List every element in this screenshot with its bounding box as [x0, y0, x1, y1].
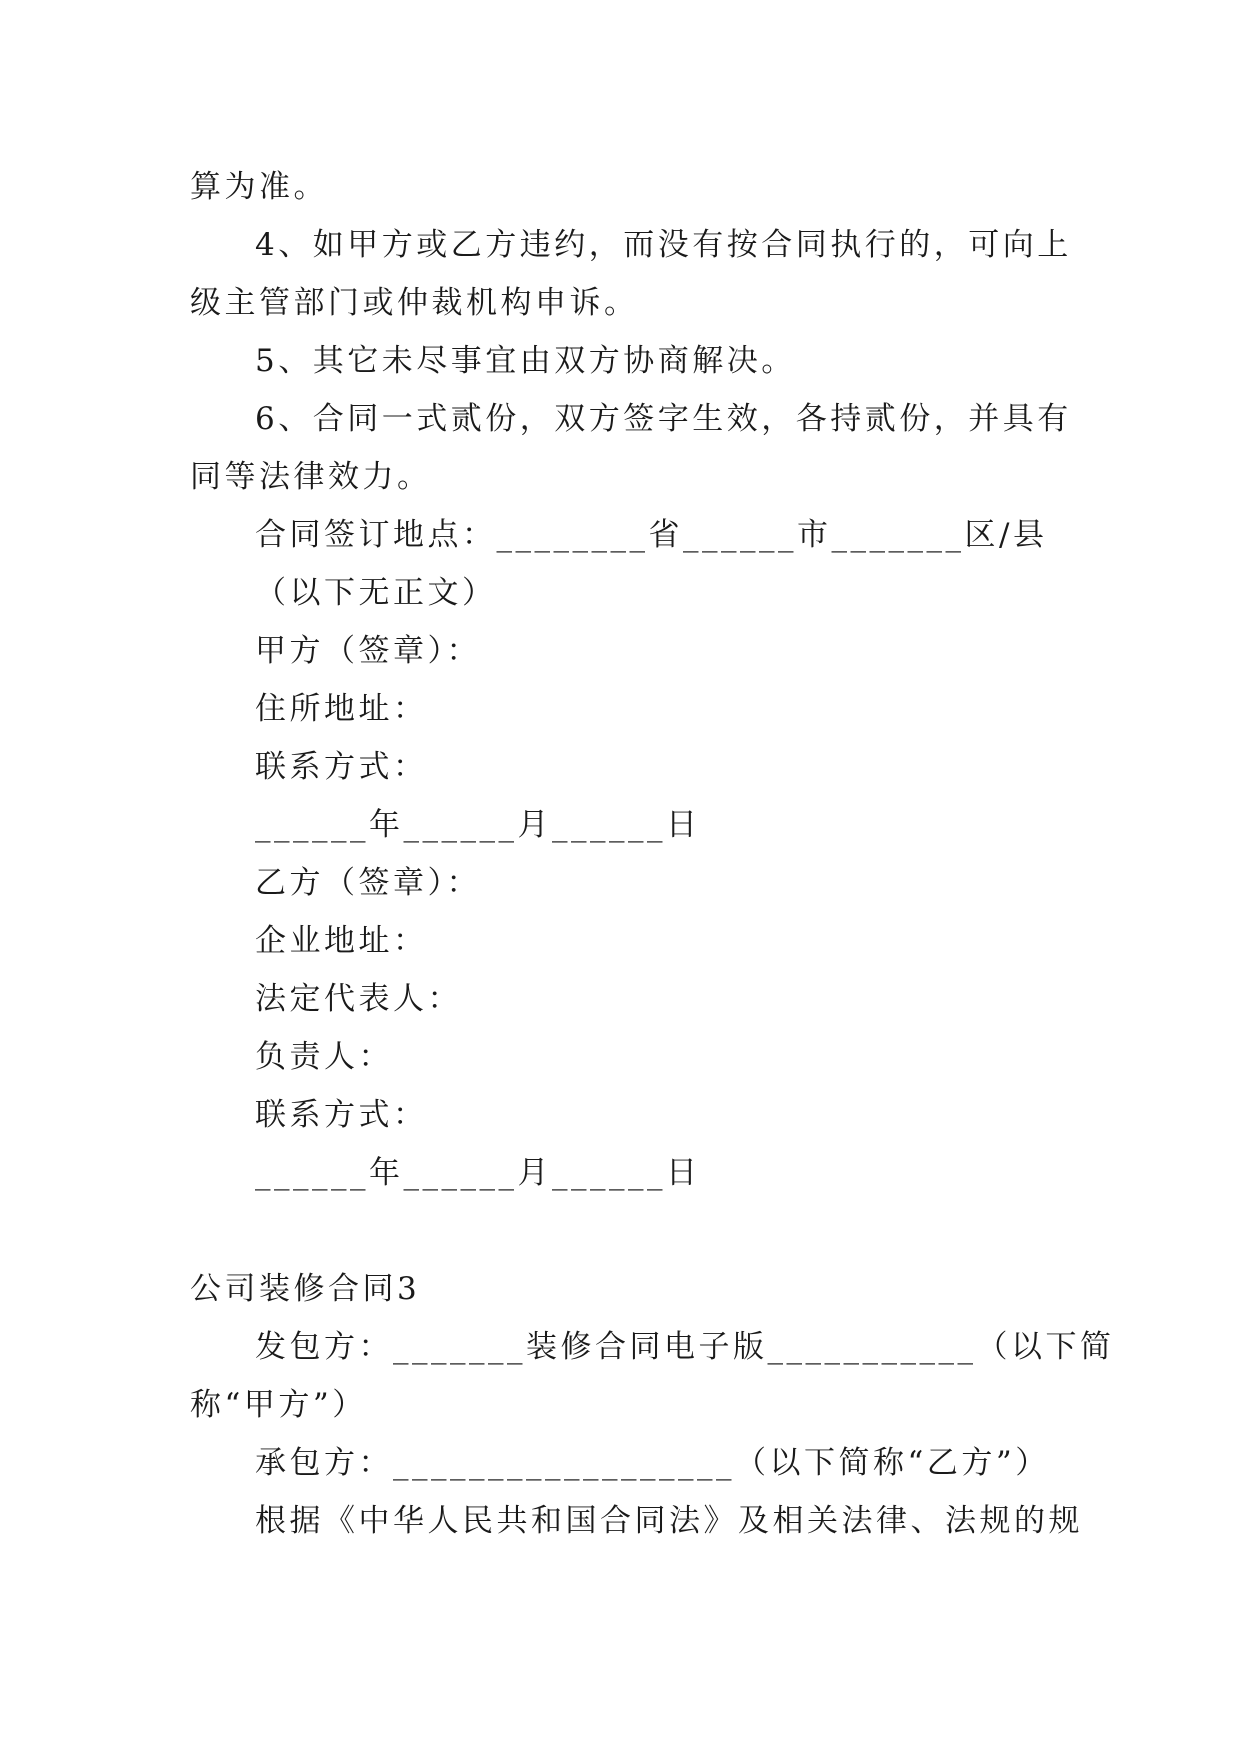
- party-a-signature-label: 甲方（签章）：: [255, 633, 481, 669]
- clause-6-line: 6、合同一式贰份，双方签字生效，各持贰份，并具有: [255, 401, 1072, 437]
- signing-location-line: 合同签订地点：________省______市_______区/县: [255, 517, 1048, 553]
- party-b-person-in-charge-label: 负责人：: [255, 1039, 393, 1075]
- party-b-contact-label: 联系方式：: [255, 1097, 428, 1133]
- no-text-below-note: （以下无正文）: [255, 575, 497, 611]
- party-b-legal-rep-label: 法定代表人：: [255, 981, 462, 1017]
- party-a-date-line: ______年______月______日: [255, 807, 701, 843]
- text-line: 级主管部门或仲裁机构申诉。: [190, 285, 639, 321]
- party-b-date-line: ______年______月______日: [255, 1155, 701, 1191]
- party-a-contact-label: 联系方式：: [255, 749, 428, 785]
- legal-basis-line: 根据《中华人民共和国合同法》及相关法律、法规的规: [255, 1503, 1083, 1539]
- clause-4-line: 4、如甲方或乙方违约，而没有按合同执行的，可向上: [255, 227, 1072, 263]
- party-b-address-label: 企业地址：: [255, 923, 428, 959]
- text-line: 称“甲方”）: [190, 1387, 367, 1423]
- contractor-line: 承包方：__________________（以下简称“乙方”）: [255, 1445, 1050, 1481]
- clause-5-line: 5、其它未尽事宜由双方协商解决。: [255, 343, 796, 379]
- employer-line: 发包方：_______装修合同电子版___________（以下简: [255, 1329, 1115, 1365]
- party-a-address-label: 住所地址：: [255, 691, 428, 727]
- section-title: 公司装修合同3: [190, 1271, 421, 1307]
- party-b-signature-label: 乙方（签章）：: [255, 865, 481, 901]
- text-line: 同等法律效力。: [190, 459, 432, 495]
- text-line: 算为准。: [190, 169, 328, 205]
